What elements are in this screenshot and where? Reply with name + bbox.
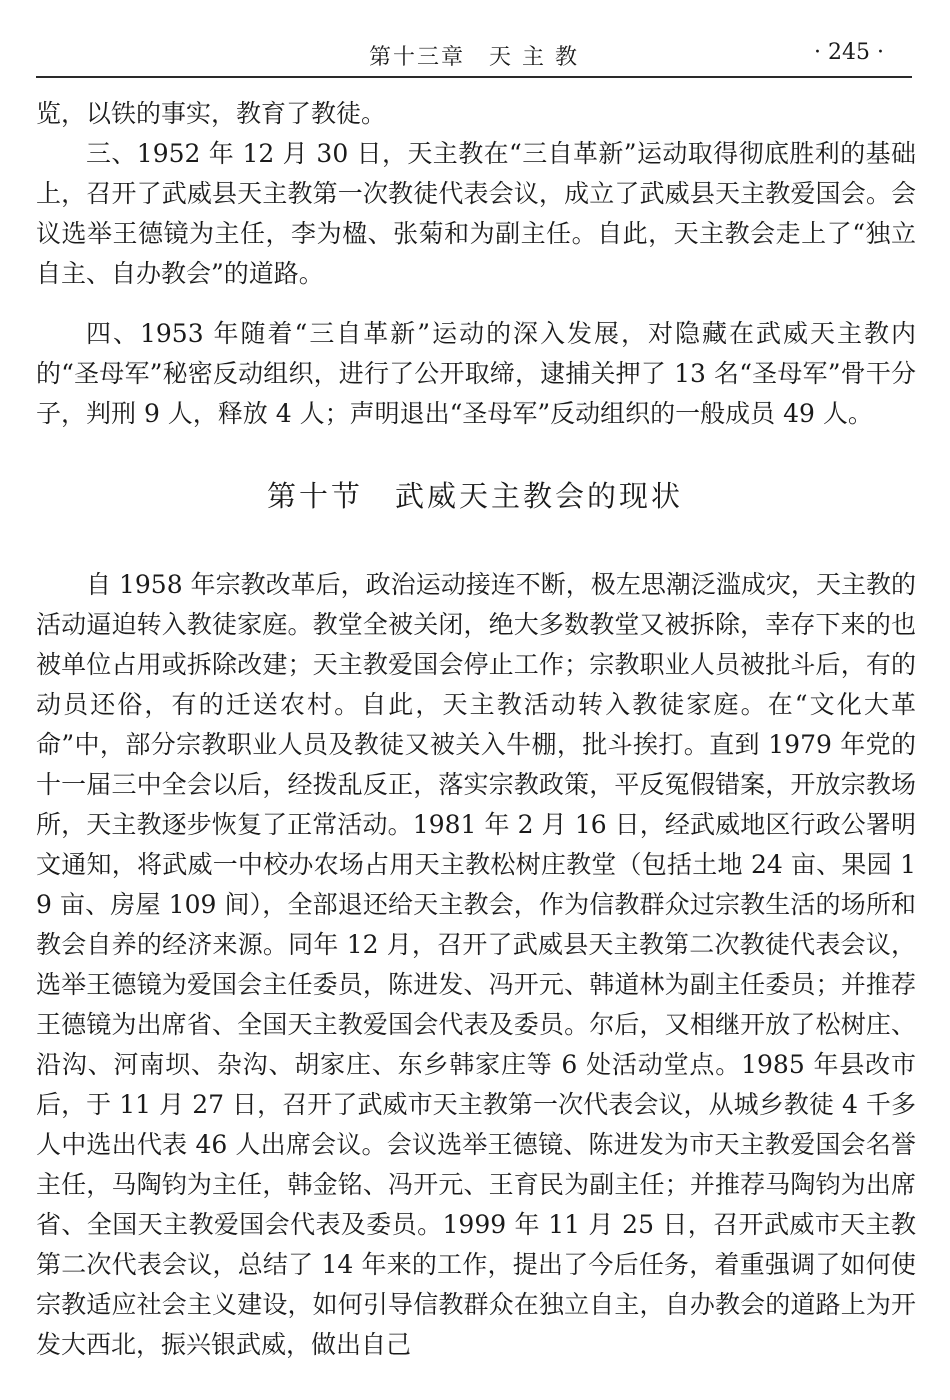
- page-number: · 245 ·: [814, 40, 884, 65]
- running-header: [36, 38, 912, 78]
- paragraph-current-status: 自 1958 年宗教改革后，政治运动接连不断，极左思潮泛滥成灾，天主教的活动逼迫转入教徒家庭。教堂全被关闭，绝大多数教堂又被拆除，幸存下来的也被单位占用或拆除改建；天主教爱国会停止工作；宗教职业人员被批斗后，有的动员还俗，有的迁送农村。自此，天主教活动转入教徒家庭。在“文化大革命”中，部分宗教职业人员及教徒又被关入牛棚，批斗挨打。直到 1979 年党的十一届三中全会以后，经拨乱反正，落实宗教政策，平反冤假错案，开放宗教场所，天主教逐步恢复了正常活动。1981 年 2 月 16 日，经武威地区行政公署明文通知，将武威一中校办农场占用天主教松树庄教堂（包括土地 24 亩、果园 19 亩、房屋 109 间），全部退还给天主教会，作为信教群众过宗教生活的场所和教会自养的经济来源。同年 12 月，召开了武威县天主教第二次教徒代表会议，选举王德镜为爱国会主任委员，陈进发、冯开元、韩道林为副主任委员；并推荐王德镜为出席省、全国天主教爱国会代表及委员。尔后，又相继开放了松树庄、沿沟、河南坝、杂沟、胡家庄、东乡韩家庄等 6 处活动堂点。1985 年县改市后，于 11 月 27 日，召开了武威市天主教第一次代表会议，从城乡教徒 4 千多人中选出代表 46 人出席会议。会议选举王德镜、陈进发为市天主教爱国会名誉主任，马陶钧为主任，韩金铭、冯开元、王育民为副主任；并推荐马陶钧为出席省、全国天主教爱国会代表及委员。1999 年 11 月 25 日，召开武威市天主教第二次代表会议，总结了 14 年来的工作，提出了今后任务，着重强调了如何使宗教适应社会主义建设，如何引导信教群众在独立自主，自办教会的道路上为开发大西北，振兴银武威，做出自己: [36, 570, 916, 1359]
- paragraph-item-four: 四、1953 年随着“三自革新”运动的深入发展，对隐藏在武威天主教内的“圣母军”秘密反动组织，进行了公开取缔，逮捕关押了 13 名“圣母军”骨干分子，判刑 9 人，释放 4 人；声明退出“圣母军”反动组织的一般成员 49 人。: [36, 319, 916, 428]
- paragraph-continuation: 览，以铁的事实，教育了教徒。: [36, 99, 387, 128]
- paragraph-item-three: 三、1952 年 12 月 30 日，天主教在“三自革新”运动取得彻底胜利的基础上，召开了武威县天主教第一次教徒代表会议，成立了武威县天主教爱国会。会议选举王德镜为主任，李为楹、张菊和为副主任。自此，天主教会走上了“独立自主、自办教会”的道路。: [36, 139, 916, 288]
- section-heading: 第十节 武威天主教会的现状: [266, 479, 683, 513]
- chapter-title: 第十三章 天 主 教: [369, 45, 579, 70]
